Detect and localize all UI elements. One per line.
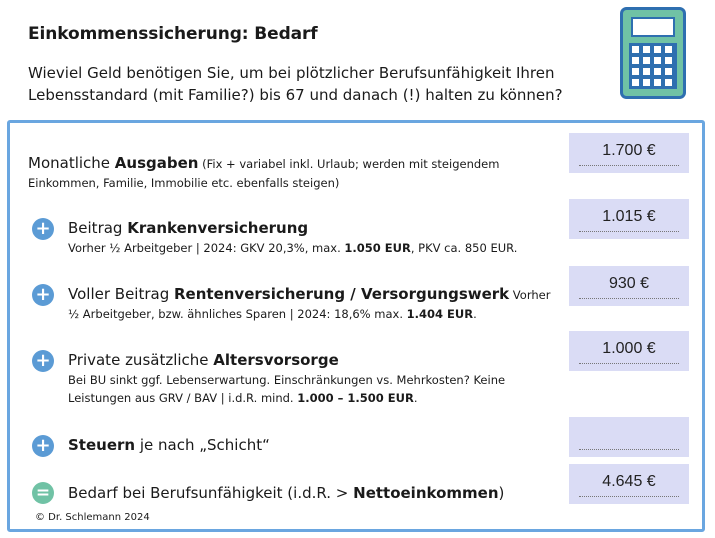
page-subtitle: Wieviel Geld benötigen Sie, um bei plötzlicher Berufsunfähigkeit Ihren Lebensstandard (mit Familie?) bis 67 und danach (!) halten zu können? [28, 64, 563, 104]
plus-icon: + [32, 218, 54, 240]
steuern-label: Steuern je nach „Schicht“ [68, 436, 270, 454]
rente-label: Voller Beitrag Rentenversicherung / Versorgungswerk Vorher [68, 285, 551, 303]
steuern-value-field[interactable] [569, 417, 689, 457]
ausgaben-note: Einkommen, Familie, Immobilie etc. ebenfalls steigen) [28, 176, 340, 190]
kranken-value-field[interactable]: 1.015 € [569, 199, 689, 239]
alters-value-field[interactable]: 1.000 € [569, 331, 689, 371]
plus-icon: + [32, 284, 54, 306]
ausgaben-value-field[interactable]: 1.700 € [569, 133, 689, 173]
bedarf-label: Bedarf bei Berufsunfähigkeit (i.d.R. > Nettoeinkommen) [68, 484, 505, 502]
alters-note-line2: Leistungen aus GRV / BAV | i.d.R. mind. 1.000 – 1.500 EUR. [68, 391, 418, 405]
kranken-label: Beitrag Krankenversicherung [68, 219, 309, 237]
calculation-panel [7, 120, 705, 532]
bedarf-value-field[interactable]: 4.645 € [569, 464, 689, 504]
kranken-note: Vorher ½ Arbeitgeber | 2024: GKV 20,3%, max. 1.050 EUR, PKV ca. 850 EUR. [68, 241, 518, 255]
plus-icon: + [32, 435, 54, 457]
plus-icon: + [32, 350, 54, 372]
copyright: © Dr. Schlemann 2024 [35, 512, 150, 523]
rente-value-field[interactable]: 930 € [569, 266, 689, 306]
calculator-icon [620, 7, 686, 99]
ausgaben-label: Monatliche Ausgaben (Fix + variabel inkl. Urlaub; werden mit steigendem [28, 154, 500, 172]
alters-label: Private zusätzliche Altersvorsorge [68, 351, 339, 369]
equals-icon: = [32, 482, 54, 504]
rente-note: ½ Arbeitgeber, bzw. ähnliches Sparen | 2024: 18,6% max. 1.404 EUR. [68, 307, 477, 321]
page-title: Einkommenssicherung: Bedarf [28, 24, 318, 44]
alters-note-line1: Bei BU sinkt ggf. Lebenserwartung. Einschränkungen vs. Mehrkosten? Keine [68, 373, 506, 387]
